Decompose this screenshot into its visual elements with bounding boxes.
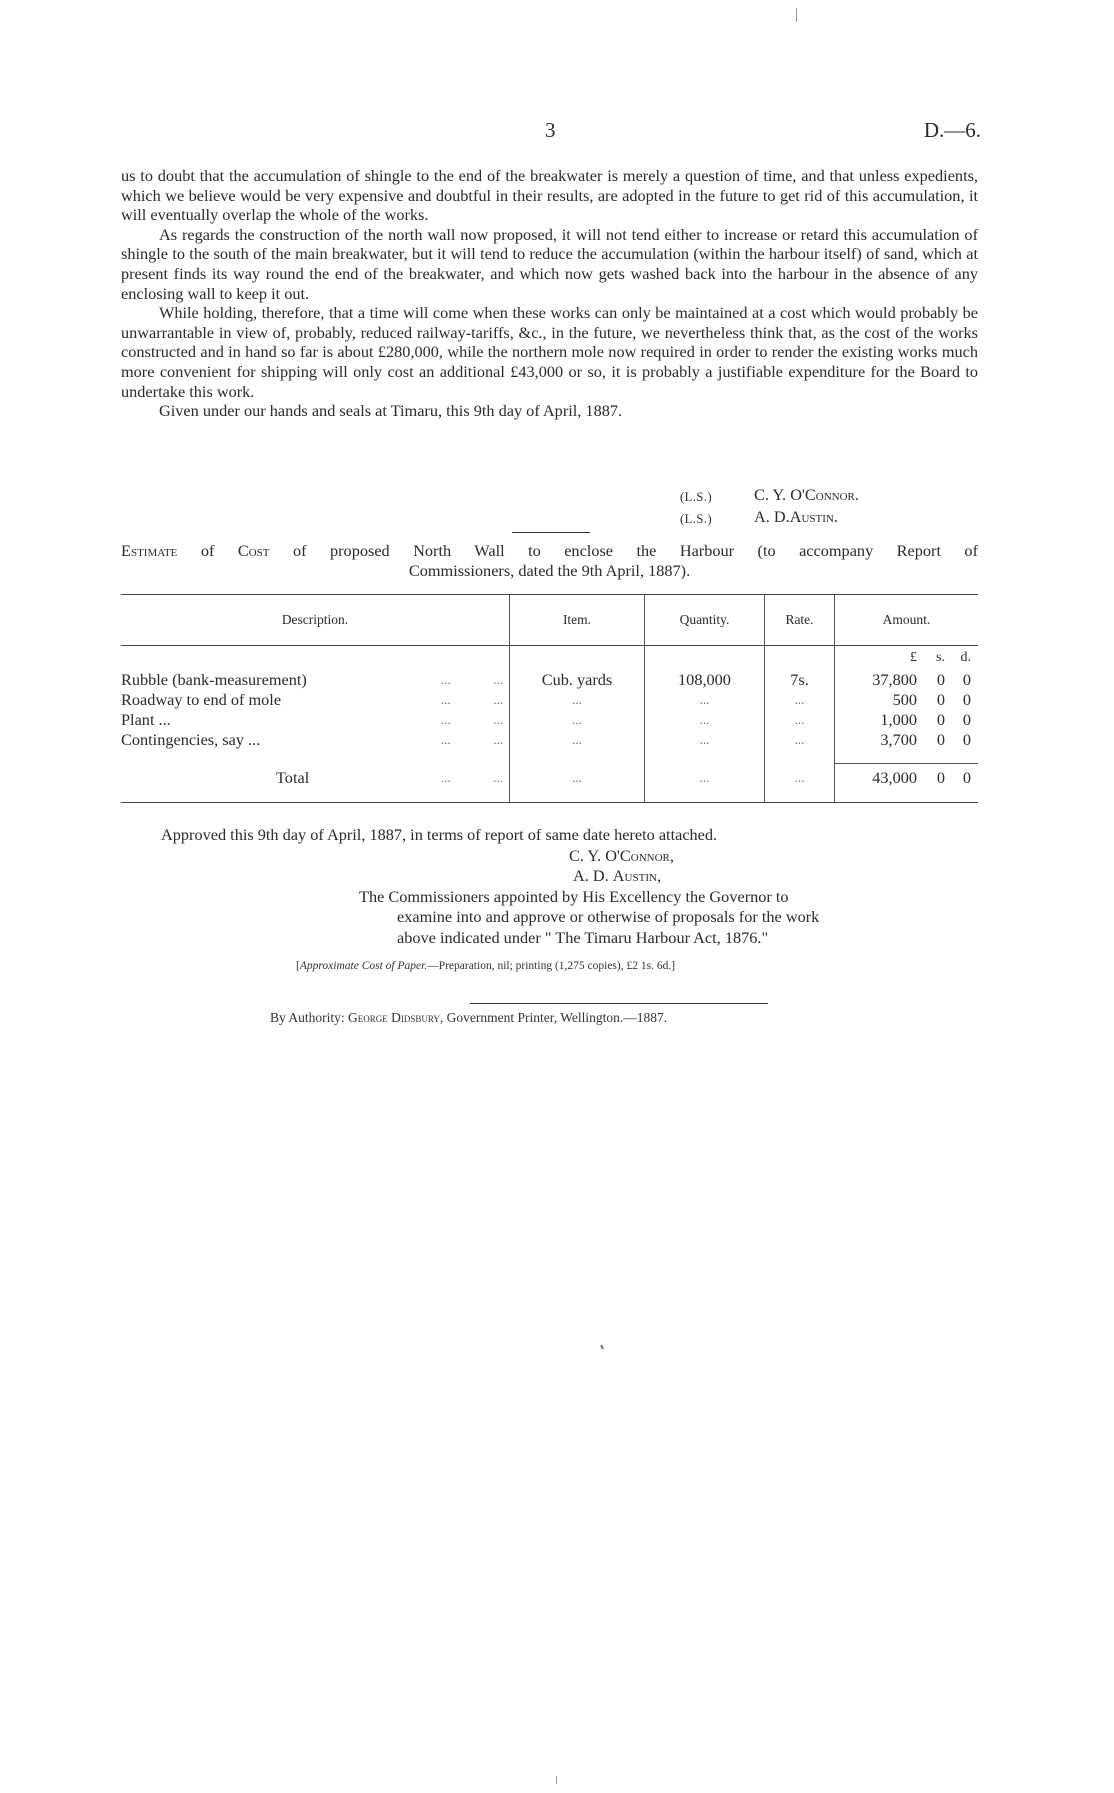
row-rate: ... — [765, 690, 835, 710]
signatory-initials: A. D. — [754, 507, 790, 526]
row-shillings: 0 — [936, 670, 945, 689]
row-rate: 7s. — [765, 670, 835, 690]
row-shillings: 0 — [936, 730, 945, 749]
shillings-symbol: s. — [936, 650, 945, 665]
column-header: Rate. — [765, 595, 835, 645]
commissioners-role: above indicated under " The Timaru Harbour Act, 1876." — [397, 927, 769, 947]
scan-speck — [796, 8, 797, 22]
approval-block — [121, 825, 978, 948]
row-item: ... — [510, 730, 645, 750]
seal-row — [680, 507, 859, 529]
printer-imprint: By Authority: George Didsbury, Government Printer, Wellington.—1887. — [270, 1010, 668, 1025]
estimate-table — [121, 594, 978, 803]
document-reference: D.—6. — [923, 118, 981, 142]
row-item: Cub. yards — [510, 670, 645, 690]
column-header: Description. — [121, 595, 510, 645]
estimate-heading — [121, 541, 978, 581]
column-header: Quantity. — [645, 595, 765, 645]
total-row: Total ... ... ... ... ... 43,000 0 0 — [121, 764, 978, 792]
row-rate: ... — [765, 730, 835, 750]
total-shillings: 0 — [936, 768, 945, 787]
column-header: Item. — [510, 595, 645, 645]
row-pence: 0 — [962, 690, 971, 709]
commissioners-role: The Commissioners appointed by His Excellency the Governor to — [359, 886, 789, 906]
heading-text: Commissioners, dated the 9th April, 1887). — [408, 561, 691, 580]
row-item: ... — [510, 690, 645, 710]
total-pence: 0 — [962, 768, 971, 787]
signatory-surname: Austin, — [612, 866, 662, 885]
row-description: Plant ... — [121, 710, 171, 729]
footer-divider — [470, 1003, 768, 1004]
total-pounds: 43,000 — [872, 768, 917, 787]
paragraph: us to doubt that the accumulation of shingle to the end of the breakwater is merely a question of time, and that unless expedients, which we believe would be very expensive and doubtful in their results, are adopted in the future to get rid of this accumulation, it will eventually overlap the whole of the works. — [121, 166, 978, 225]
scan-speck — [600, 1345, 604, 1349]
row-quantity: ... — [645, 710, 765, 730]
table-row: Contingencies, say ... ... ... ... ... ... 3,700 0 0 — [121, 730, 971, 749]
row-quantity: ... — [645, 730, 765, 750]
heading-text: of — [177, 541, 238, 560]
heading-text: of proposed North Wall to enclose the Harbour (to accompany Report of — [269, 541, 978, 560]
report-body — [121, 166, 978, 421]
printer-name: George Didsbury — [348, 1010, 440, 1025]
pounds-symbol: £ — [910, 650, 917, 665]
table-row: Roadway to end of mole ... ... ... ... ... 500 0 0 — [121, 690, 971, 709]
approval-statement: Approved this 9th day of April, 1887, in terms of report of same date hereto attached. — [161, 825, 718, 844]
heading-smallcaps: Cost — [237, 541, 270, 560]
row-quantity: 108,000 — [645, 670, 765, 690]
seal-mark: (L.S.) — [680, 490, 713, 504]
cost-note-text: —Preparation, nil; printing (1,275 copies), £2 1s. 6d.] — [427, 960, 676, 972]
column-header: Amount. — [882, 612, 931, 627]
row-description: Contingencies, say ... — [121, 730, 261, 749]
paragraph: While holding, therefore, that a time will come when these works can only be maintained at a cost which would probably be unwarrantable in view of, probably, reduced railway-tariffs, &c., in the future, we nevertheless think that, as the cost of the works constructed and in hand so far is about £280,000, while the northern mole now required in order to render the existing works much more convenient for shipping will only cost an additional £43,000 or so, it is probably a justifiable expenditure for the Board to undertake this work. — [121, 303, 978, 401]
cost-note-label: Approximate Cost of Paper. — [299, 960, 428, 972]
scan-speck — [556, 1776, 557, 1784]
section-divider — [512, 532, 590, 533]
page-number: 3 — [545, 118, 556, 142]
row-quantity: ... — [645, 690, 765, 710]
signatory-initials: C. Y. O' — [569, 845, 620, 865]
signatory-surname: Connor, — [619, 845, 674, 865]
cost-of-paper-note: [Approximate Cost of Paper.—Preparation, nil; printing (1,275 copies), £2 1s. 6d.] — [296, 960, 676, 972]
row-pounds: 37,800 — [872, 670, 917, 689]
row-description: Rubble (bank-measurement) — [121, 670, 307, 689]
commissioners-role: examine into and approve or otherwise of proposals for the work — [397, 907, 820, 926]
row-pence: 0 — [962, 730, 971, 749]
paragraph: Given under our hands and seals at Timaru, this 9th day of April, 1887. — [159, 401, 623, 421]
seal-signatures — [680, 485, 859, 529]
row-pounds: 500 — [892, 690, 917, 709]
row-item: ... — [510, 710, 645, 730]
heading-smallcaps: Estimate — [121, 541, 178, 560]
row-shillings: 0 — [936, 690, 945, 709]
signatory-surname: Austin. — [789, 507, 838, 526]
row-shillings: 0 — [936, 710, 945, 729]
paragraph: As regards the construction of the north wall now proposed, it will not tend either to increase or retard this accumulation of shingle to the south of the main breakwater, but it will tend to reduce the accumulation (within the harbour itself) of sand, which at present finds its way round the end of the breakwater, and which now gets washed back into the harbour in the absence of any enclosing wall to keep it out. — [121, 224, 978, 303]
row-pounds: 3,700 — [880, 730, 917, 749]
row-pounds: 1,000 — [880, 710, 917, 729]
pence-symbol: d. — [960, 650, 971, 665]
page-header — [0, 118, 1114, 142]
table-header — [121, 595, 978, 645]
row-rate: ... — [765, 710, 835, 730]
row-description: Roadway to end of mole — [121, 690, 282, 709]
table-row: Plant ... ... ... ... ... ... 1,000 0 0 — [121, 710, 971, 729]
seal-row — [680, 485, 859, 507]
total-label: Total — [276, 768, 310, 787]
signatory-initials: C. Y. O' — [754, 485, 805, 504]
currency-row — [121, 646, 978, 670]
row-pence: 0 — [962, 670, 971, 689]
row-pence: 0 — [962, 710, 971, 729]
signatory-surname: Connor. — [804, 485, 859, 504]
seal-mark: (L.S.) — [680, 512, 713, 526]
table-row: Rubble (bank-measurement) ... ... Cub. yards 108,000 7s. 37,800 0 0 — [121, 670, 971, 689]
signatory-initials: A. D. — [573, 866, 613, 885]
